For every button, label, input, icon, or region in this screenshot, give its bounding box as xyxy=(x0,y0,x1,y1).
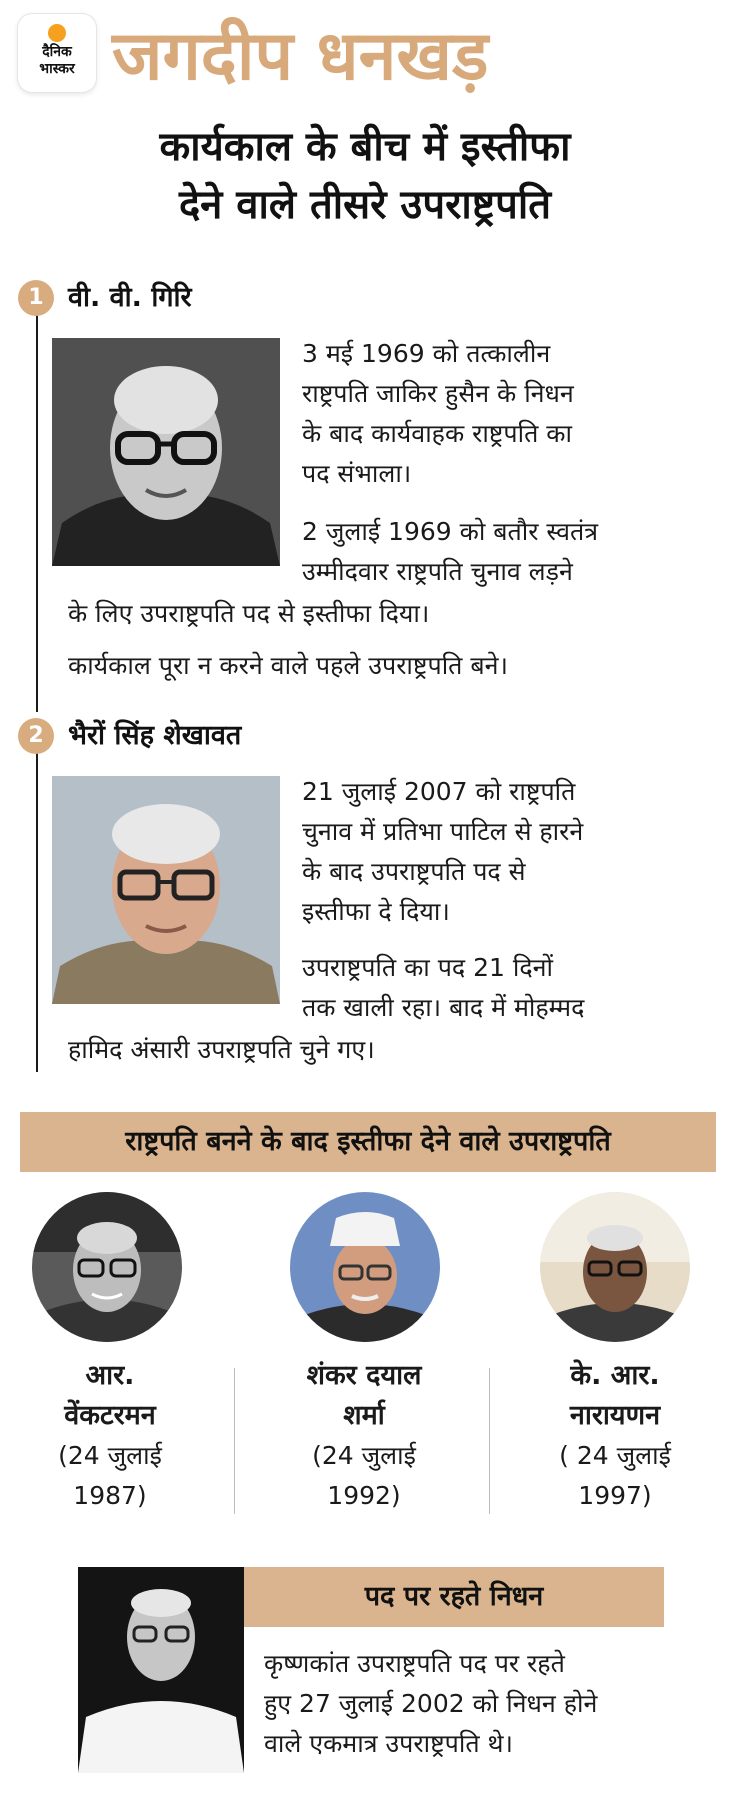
entry-text-line: के बाद कार्यवाहक राष्ट्रपति का xyxy=(302,419,572,448)
entry-description xyxy=(302,334,712,494)
entry-text-line: उपराष्ट्रपति का पद 21 दिनों xyxy=(302,953,553,982)
entry-description xyxy=(68,594,718,634)
president-date: 1992) xyxy=(327,1481,401,1510)
portrait-illustration xyxy=(290,1192,440,1342)
death-in-office-text xyxy=(264,1644,714,1764)
president-name: शंकर दयाल xyxy=(306,1360,422,1391)
entry-text-line: उम्मीदवार राष्ट्रपति चुनाव लड़ने xyxy=(302,557,573,586)
entry-text-line: 21 जुलाई 2007 को राष्ट्रपति xyxy=(302,777,576,806)
president-photo xyxy=(540,1192,690,1342)
portrait-illustration xyxy=(78,1567,244,1773)
entry-text-line: तक खाली रहा। बाद में मोहम्मद xyxy=(302,993,585,1022)
president-date: 1997) xyxy=(578,1481,652,1510)
portrait-illustration xyxy=(52,776,280,1004)
logo-text-line1: दैनिक xyxy=(42,44,72,60)
entry-text-line: चुनाव में प्रतिभा पाटिल से हारने xyxy=(302,817,584,846)
brand-logo xyxy=(18,14,96,92)
president-name: वेंकटरमन xyxy=(64,1400,156,1431)
subtitle-line2: देने वाले तीसरे उपराष्ट्रपति xyxy=(178,182,552,228)
logo-sun-icon xyxy=(48,24,66,42)
president-photo xyxy=(290,1192,440,1342)
entry-text-line: राष्ट्रपति जाकिर हुसैन के निधन xyxy=(302,379,574,408)
entry-text-line: इस्तीफा दे दिया। xyxy=(302,897,450,926)
person-photo xyxy=(52,338,280,566)
portrait-illustration xyxy=(32,1192,182,1342)
subtitle-line1: कार्यकाल के बीच में इस्तीफा xyxy=(159,124,571,170)
section-banner: राष्ट्रपति बनने के बाद इस्तीफा देने वाले उपराष्ट्रपति xyxy=(20,1112,716,1172)
page-subtitle xyxy=(0,118,730,234)
president-caption xyxy=(254,1356,474,1516)
president-date: (24 जुलाई xyxy=(312,1441,416,1470)
death-text-line: हुए 27 जुलाई 2002 को निधन होने xyxy=(264,1689,598,1718)
entry-number-badge: 1 xyxy=(18,280,54,316)
entry-number-badge: 2 xyxy=(18,718,54,754)
president-date: (24 जुलाई xyxy=(58,1441,162,1470)
president-name: आर. xyxy=(85,1360,135,1391)
entry-description xyxy=(68,646,718,686)
entry-description xyxy=(302,772,712,932)
portrait-illustration xyxy=(540,1192,690,1342)
president-caption xyxy=(0,1356,220,1516)
person-photo xyxy=(78,1567,244,1773)
entry-text-line: कार्यकाल पूरा न करने वाले पहले उपराष्ट्रपति बने। xyxy=(68,651,509,680)
death-in-office-heading: पद पर रहते निधन xyxy=(244,1567,664,1627)
entry-text-line: के बाद उपराष्ट्रपति पद से xyxy=(302,857,526,886)
president-date: ( 24 जुलाई xyxy=(559,1441,671,1470)
entry-text-line: पद संभाला। xyxy=(302,459,412,488)
president-name: शर्मा xyxy=(343,1400,385,1431)
president-date: 1987) xyxy=(73,1481,147,1510)
entry-name: वी. वी. गिरि xyxy=(68,282,192,313)
president-name: के. आर. xyxy=(570,1360,660,1391)
entry-description xyxy=(302,512,712,592)
entry-name: भैरों सिंह शेखावत xyxy=(68,720,242,751)
timeline-line-2 xyxy=(36,746,38,1072)
entry-text-line: 2 जुलाई 1969 को बतौर स्वतंत्र xyxy=(302,517,599,546)
president-photo xyxy=(32,1192,182,1342)
death-text-line: कृष्णकांत उपराष्ट्रपति पद पर रहते xyxy=(264,1649,565,1678)
entry-text-line: हामिद अंसारी उपराष्ट्रपति चुने गए। xyxy=(68,1035,375,1064)
logo-text-line2: भास्कर xyxy=(39,61,75,77)
president-name: नारायणन xyxy=(569,1400,661,1431)
entry-description xyxy=(302,948,712,1028)
column-divider xyxy=(234,1368,235,1514)
entry-description xyxy=(68,1030,718,1070)
entry-text-line: 3 मई 1969 को तत्कालीन xyxy=(302,339,551,368)
page-title: जगदीप धनखड़ xyxy=(112,17,489,96)
entry-text-line: के लिए उपराष्ट्रपति पद से इस्तीफा दिया। xyxy=(68,599,430,628)
portrait-illustration xyxy=(52,338,280,566)
column-divider xyxy=(489,1368,490,1514)
person-photo xyxy=(52,776,280,1004)
president-caption xyxy=(505,1356,725,1516)
timeline-line-1 xyxy=(36,298,38,712)
death-text-line: वाले एकमात्र उपराष्ट्रपति थे। xyxy=(264,1729,513,1758)
